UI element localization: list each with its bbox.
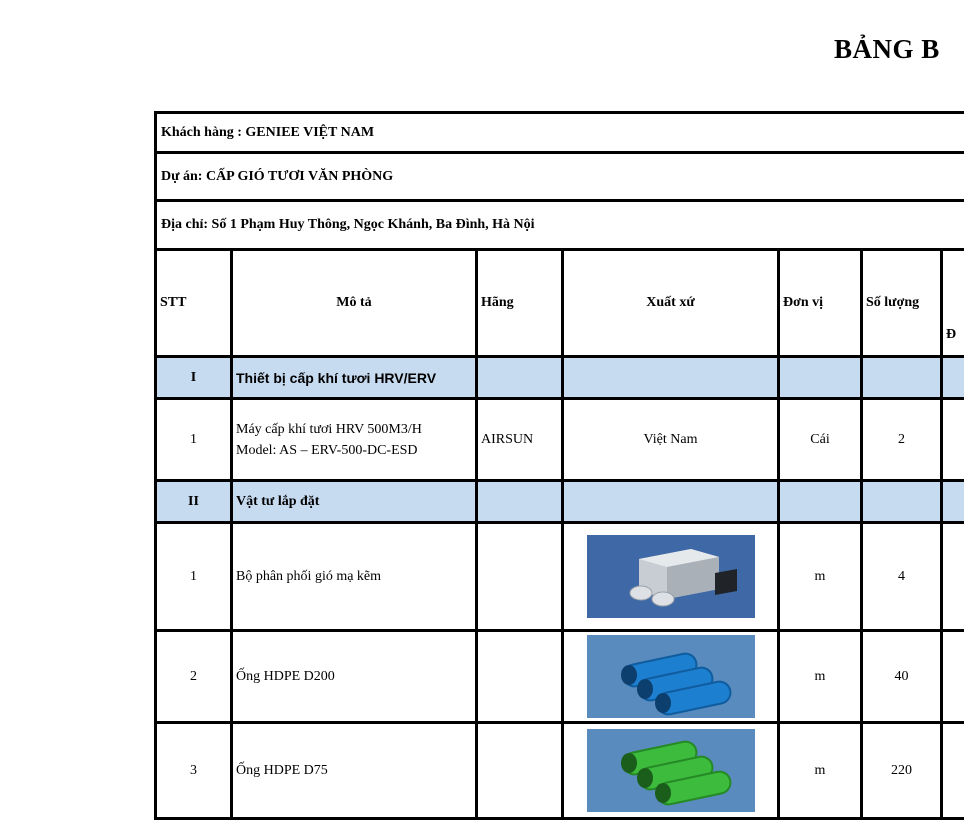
row-origin-image-cell xyxy=(563,723,779,819)
row-cell xyxy=(942,631,964,723)
section-cell xyxy=(779,357,862,399)
row-stt: 3 xyxy=(156,723,232,819)
blue-hdpe-pipes-photo xyxy=(587,635,755,718)
row-stt: 1 xyxy=(156,523,232,631)
row-unit: m xyxy=(779,723,862,819)
row-unit: m xyxy=(779,631,862,723)
row-quantity: 220 xyxy=(862,723,942,819)
row-description: Ống HDPE D75 xyxy=(232,723,477,819)
header-quantity: Số lượng xyxy=(862,250,942,357)
table-row xyxy=(156,631,964,723)
section-label: Vật tư lắp đặt xyxy=(232,481,477,523)
row-description xyxy=(232,399,477,481)
section-cell xyxy=(477,481,563,523)
section-number: II xyxy=(156,481,232,523)
row-cell xyxy=(942,723,964,819)
section-cell xyxy=(942,481,964,523)
row-description-line: Máy cấp khí tươi HRV 500M3/H xyxy=(236,419,472,440)
header-description: Mô tả xyxy=(232,250,477,357)
row-cell xyxy=(942,399,964,481)
row-quantity: 2 xyxy=(862,399,942,481)
row-brand xyxy=(477,523,563,631)
row-stt: 2 xyxy=(156,631,232,723)
section-cell xyxy=(563,481,779,523)
section-cell xyxy=(477,357,563,399)
row-quantity: 4 xyxy=(862,523,942,631)
row-description-line: Model: AS – ERV-500-DC-ESD xyxy=(236,440,472,461)
table-header-row xyxy=(156,250,964,357)
section-cell xyxy=(862,357,942,399)
address-line: Địa chỉ: Số 1 Phạm Huy Thông, Ngọc Khánh, Ba Đình, Hà Nội xyxy=(154,199,964,248)
galvanized-air-distribution-box-photo xyxy=(587,535,755,618)
table-row xyxy=(156,723,964,819)
table-row xyxy=(156,523,964,631)
row-brand xyxy=(477,631,563,723)
section-number: I xyxy=(156,357,232,399)
quotation-sheet xyxy=(154,111,964,820)
header-next-partial: Đ xyxy=(942,250,964,357)
section-cell xyxy=(779,481,862,523)
header-unit: Đơn vị xyxy=(779,250,862,357)
row-description: Bộ phân phối gió mạ kẽm xyxy=(232,523,477,631)
project-line: Dự án: CẤP GIÓ TƯƠI VĂN PHÒNG xyxy=(154,151,964,199)
customer-line: Khách hàng : GENIEE VIỆT NAM xyxy=(154,111,964,151)
row-cell xyxy=(942,523,964,631)
cropped-header-fragment xyxy=(262,0,462,2)
row-description: Ống HDPE D200 xyxy=(232,631,477,723)
header-origin: Xuất xứ xyxy=(563,250,779,357)
row-origin-image-cell xyxy=(563,523,779,631)
equipment-table xyxy=(154,248,964,820)
section-cell xyxy=(862,481,942,523)
row-unit: m xyxy=(779,523,862,631)
table-row xyxy=(156,399,964,481)
row-brand xyxy=(477,723,563,819)
row-origin-image-cell xyxy=(563,631,779,723)
section-row xyxy=(156,481,964,523)
section-label: Thiết bị cấp khí tươi HRV/ERV xyxy=(232,357,477,399)
row-quantity: 40 xyxy=(862,631,942,723)
section-cell xyxy=(563,357,779,399)
section-cell xyxy=(942,357,964,399)
document-title: BẢNG B xyxy=(834,34,940,65)
header-brand: Hãng xyxy=(477,250,563,357)
row-brand: AIRSUN xyxy=(477,399,563,481)
row-origin: Việt Nam xyxy=(563,399,779,481)
row-unit: Cái xyxy=(779,399,862,481)
header-stt: STT xyxy=(156,250,232,357)
row-stt: 1 xyxy=(156,399,232,481)
section-row xyxy=(156,357,964,399)
